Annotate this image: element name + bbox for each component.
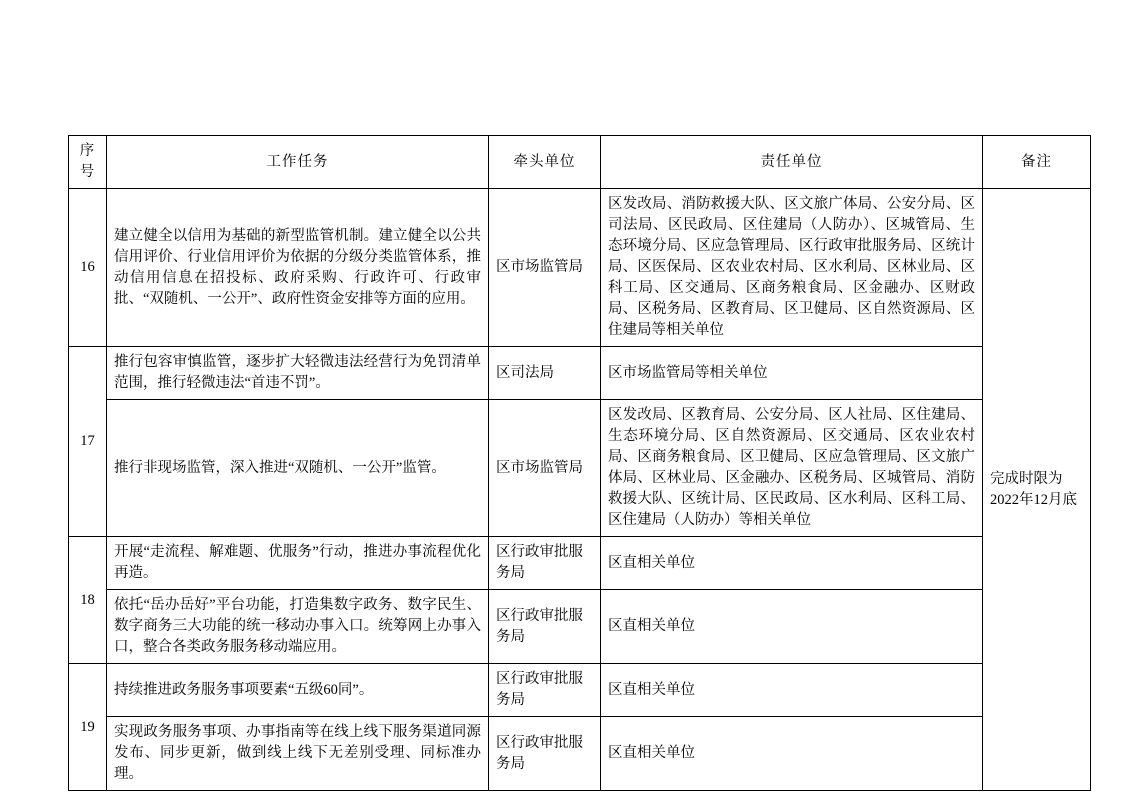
row-lead: 区行政审批服务局 [489,664,601,717]
row-resp: 区发改局、区教育局、公安分局、区人社局、区住建局、生态环境分局、区自然资源局、区交通局、区农业农村局、区商务粮食局、区卫健局、区应急管理局、区文旅广体局、区林业局、区金融办、区税务局、区城管局、消防救援大队、区统计局、区民政局、区水利局、区科工局、区住建局（人防办）等相关单位 [601,400,983,537]
header-task: 工作任务 [107,136,489,189]
row-seq: 16 [69,189,107,347]
header-lead: 牵头单位 [489,136,601,189]
table-header-row [69,136,1091,189]
table-row [69,537,1091,590]
row-task: 建立健全以信用为基础的新型监管机制。建立健全以公共信用评价、行业信用评价为依据的分级分类监管体系，推动信用信息在招投标、政府采购、行政许可、行政审批、“双随机、一公开”、政府性资金安排等方面的应用。 [107,189,489,347]
table-body [69,189,1091,791]
row-lead: 区行政审批服务局 [489,537,601,590]
row-resp: 区直相关单位 [601,664,983,717]
row-resp: 区市场监管局等相关单位 [601,347,983,400]
row-task: 推行非现场监管，深入推进“双随机、一公开”监管。 [107,400,489,537]
row-task: 开展“走流程、解难题、优服务”行动，推进办事流程优化再造。 [107,537,489,590]
task-table-container [68,135,1077,791]
row-task: 依托“岳办岳好”平台功能，打造集数字政务、数字民生、数字商务三大功能的统一移动办事入口。统筹网上办事入口，整合各类政务服务移动端应用。 [107,590,489,664]
row-seq: 18 [69,537,107,664]
header-resp: 责任单位 [601,136,983,189]
row-task: 实现政务服务事项、办事指南等在线上线下服务渠道同源发布、同步更新，做到线上线下无差别受理、同标准办理。 [107,717,489,791]
row-resp: 区直相关单位 [601,590,983,664]
row-lead: 区行政审批服务局 [489,590,601,664]
table-row [69,189,1091,347]
row-seq: 17 [69,347,107,537]
table-row [69,590,1091,664]
table-header [69,136,1091,189]
row-lead: 区司法局 [489,347,601,400]
row-note-merged: 完成时限为2022年12月底 [983,189,1091,791]
table-row [69,717,1091,791]
row-lead: 区行政审批服务局 [489,717,601,791]
header-note: 备注 [983,136,1091,189]
row-seq: 19 [69,664,107,791]
table-row [69,664,1091,717]
row-resp: 区直相关单位 [601,717,983,791]
table-row [69,400,1091,537]
task-table [68,135,1091,791]
row-lead: 区市场监管局 [489,189,601,347]
row-lead: 区市场监管局 [489,400,601,537]
row-task: 推行包容审慎监管，逐步扩大轻微违法经营行为免罚清单范围，推行轻微违法“首违不罚”。 [107,347,489,400]
row-task: 持续推进政务服务事项要素“五级60同”。 [107,664,489,717]
header-seq: 序 号 [69,136,107,189]
row-resp: 区发改局、消防救援大队、区文旅广体局、公安分局、区司法局、区民政局、区住建局（人防办）、区城管局、生态环境分局、区应急管理局、区行政审批服务局、区统计局、区医保局、区农业农村局、区水利局、区林业局、区科工局、区交通局、区商务粮食局、区金融办、区财政局、区税务局、区教育局、区卫健局、区自然资源局、区住建局等相关单位 [601,189,983,347]
table-row [69,347,1091,400]
row-resp: 区直相关单位 [601,537,983,590]
